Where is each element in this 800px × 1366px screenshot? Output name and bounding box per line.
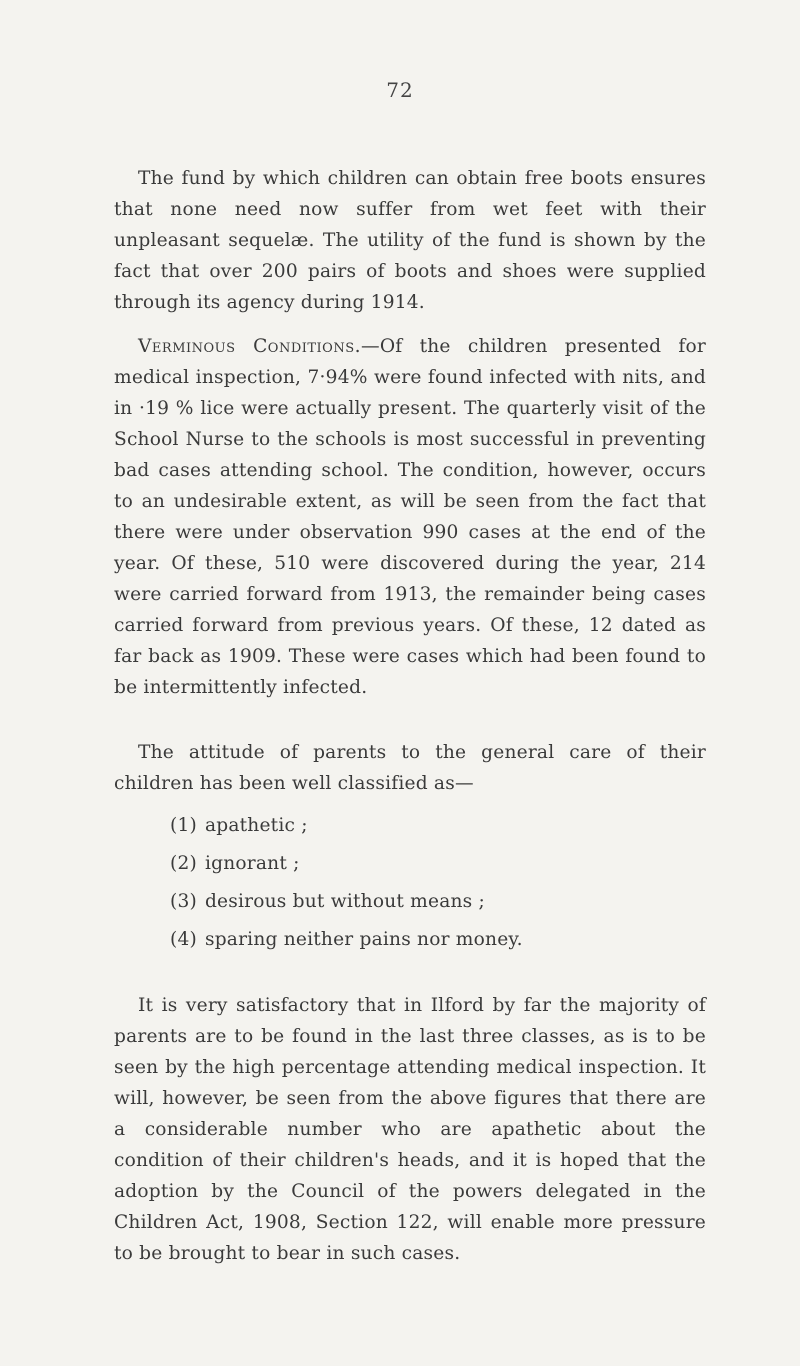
section-heading-verminous-conditions: Verminous Conditions.: [138, 336, 362, 357]
paragraph-ilford-conclusion: [114, 990, 706, 1269]
list-item: [170, 924, 690, 962]
paragraph-verminous-conditions: [114, 331, 706, 703]
list-item-text: desirous but without means ;: [204, 891, 485, 912]
paragraph-parent-attitude-text: The attitude of parents to the general care of their children has been well classified as—: [114, 742, 706, 794]
list-item: [170, 810, 690, 848]
paragraph-ilford-conclusion-text: It is very satisfactory that in Ilford by far the majority of parents are to be found in the last three classes, as is to be seen by the high percentage attending medical inspection. It will, however, be seen from the above figures that there are a considerable number who are apathetic about the condition of their children's heads, and it is hoped that the adoption by the Council of the powers delegated in the Children Act, 1908, Section 122, will enable more pressure to be brought to bear in such cases.: [114, 995, 706, 1264]
page-number: 72: [386, 78, 414, 102]
paragraph-verminous-conditions-body: —Of the children presented for medical inspection, 7·94% were found infected with nits, and in ·19 % lice were actually present. The quarterly visit of the School Nurse to the schools is most successful in preventing bad cases attending school. The condition, however, occurs to an undesirable extent, as will be seen from the fact that there were under observation 990 cases at the end of the year. Of these, 510 were discovered during the year, 214 were carried forward from 1913, the remainder being cases carried forward from previous years. Of these, 12 dated as far back as 1909. These were cases which had been found to be intermittently infected.: [114, 336, 706, 698]
classification-list: [170, 810, 690, 962]
paragraph-boots-fund: [114, 163, 706, 318]
list-item: [170, 886, 690, 924]
list-item-text: apathetic ;: [204, 815, 308, 836]
list-item-number: (1): [170, 815, 197, 836]
list-item-number: (3): [170, 891, 197, 912]
list-item-number: (2): [170, 853, 197, 874]
paragraph-parent-attitude: [114, 737, 706, 799]
paragraph-boots-fund-text: The fund by which children can obtain free boots ensures that none need now suffer from wet feet with their unpleasant sequelæ. The utility of the fund is shown by the fact that over 200 pairs of boots and shoes were supplied through its agency during 1914.: [114, 168, 706, 313]
list-item-number: (4): [170, 929, 197, 950]
list-item-text: sparing neither pains nor money.: [204, 929, 523, 950]
list-item: [170, 848, 690, 886]
paragraph-verminous-conditions-text: [114, 331, 706, 703]
list-item-text: ignorant ;: [204, 853, 300, 874]
